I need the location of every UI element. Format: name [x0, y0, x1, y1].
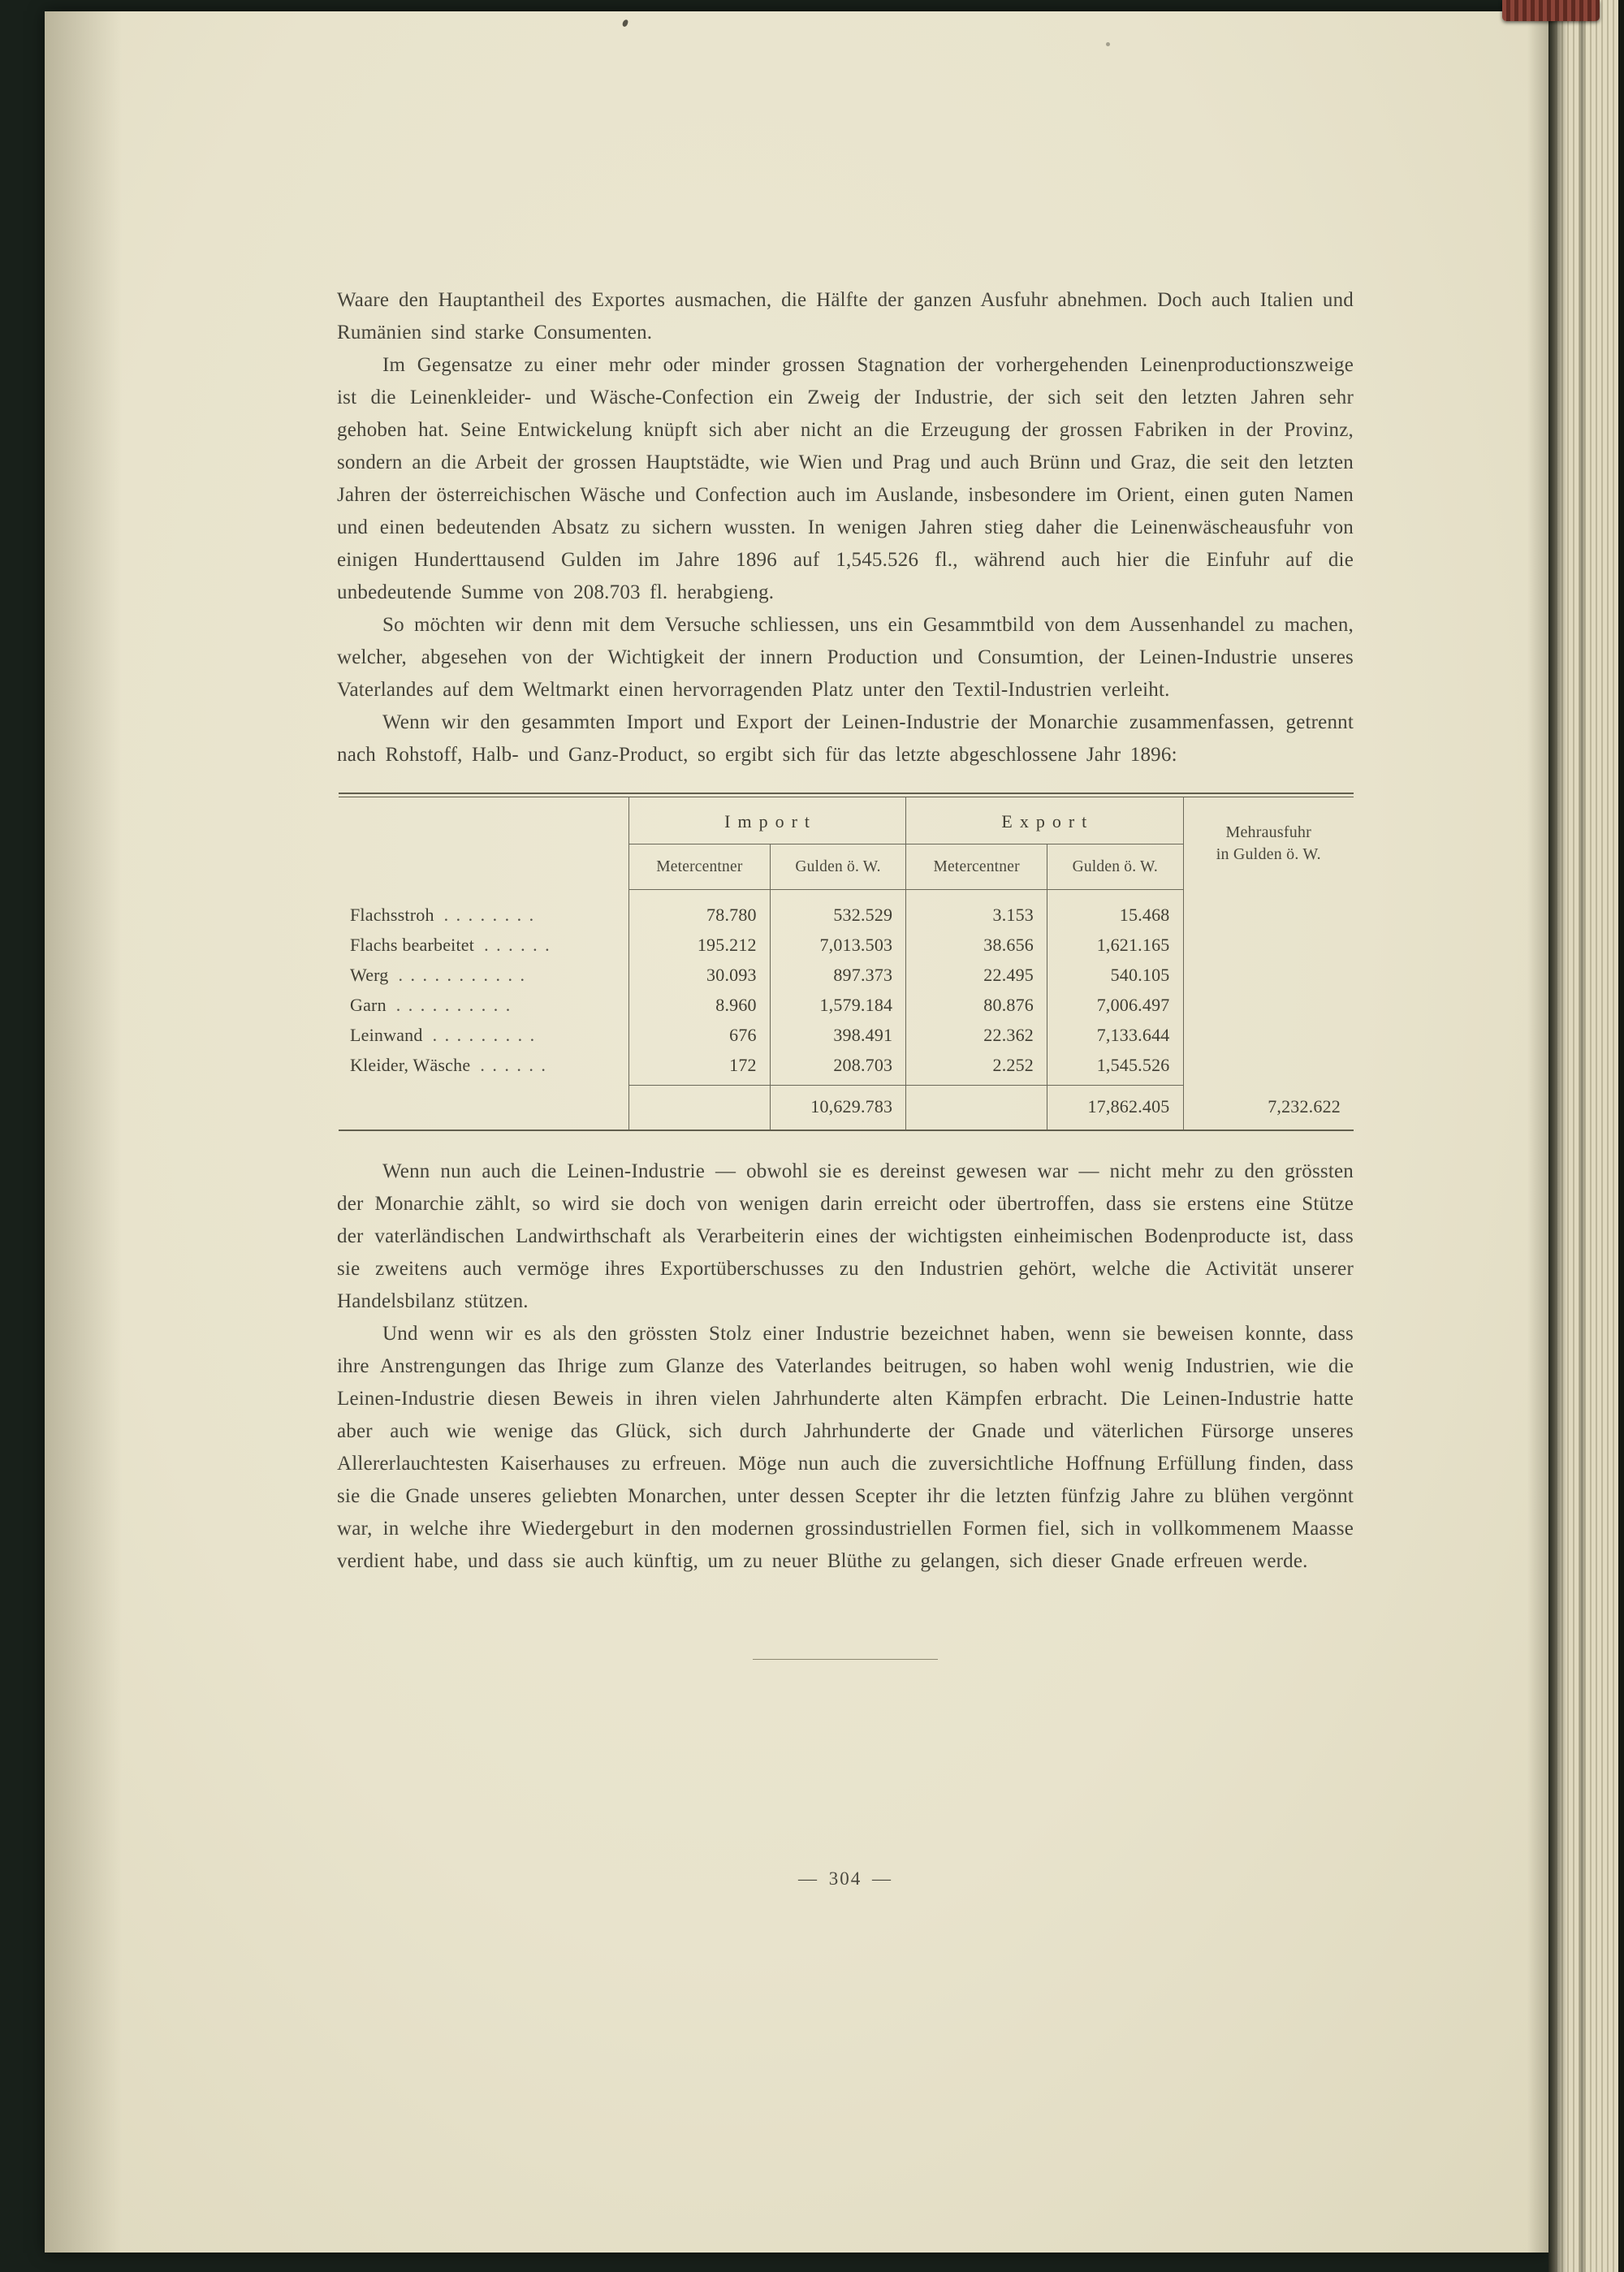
dot-leaders: . . . . . . . . . — [432, 1025, 537, 1045]
dot-leaders: . . . . . . — [480, 1055, 547, 1076]
totals-mehrausfuhr-cell: 7,232.622 — [1268, 1095, 1341, 1117]
table-row — [339, 890, 1354, 931]
export-metercentner-cell: 22.495 — [906, 960, 1047, 990]
totals-row — [339, 1086, 1354, 1131]
table-corner-cell — [339, 797, 629, 890]
totals-label-cell — [339, 1086, 629, 1131]
export-gulden-cell: 540.105 — [1047, 960, 1184, 990]
dot-leaders: . . . . . . — [484, 935, 551, 955]
import-metercentner-cell: 78.780 — [629, 890, 771, 931]
section-divider — [753, 1659, 938, 1660]
import-metercentner-cell: 195.212 — [629, 930, 771, 960]
text-column — [337, 284, 1354, 1895]
book-page — [45, 11, 1548, 2253]
book-fore-edge — [1557, 0, 1624, 2272]
trade-table-wrapper — [339, 793, 1354, 1131]
row-label: Werg — [350, 965, 389, 985]
paragraph: Und wenn wir es als den grössten Stolz einer Industrie bezeichnet haben, wenn sie beweisen konnte, dass ihre Anstrengungen das Ihrige zum Glanze des Vaterlandes beitrugen, so haben wohl wenig Industrien, wie die Leinen-Industrie diesen Beweis in ihren vielen Jahrhunderte alten Kämpfen erbracht. Die Leinen-Industrie hatte aber auch wie wenige das Glück, sich durch Jahrhunderte der Gnade und väterlichen Fürsorge unseres Allererlauchtesten Kaiserhauses zu erfreuen. Möge nun auch die zuversichtliche Hoffnung Erfüllung finden, dass sie die Gnade unseres geliebten Monarchen, unter dessen Scepter ihr die letzten fünfzig Jahre zu blühen vergönnt war, in welche ihre Wiedergeburt in den modernen grossindustriellen Formen fiel, sich in vollkommenem Maasse verdient habe, und dass sie auch künftig, um zu neuer Blüthe zu gelangen, sich dieser Gnade erfreuen werde. — [337, 1323, 1354, 1572]
row-label: Kleider, Wäsche — [350, 1055, 471, 1076]
mehrausfuhr-cell — [1183, 930, 1354, 960]
table-row — [339, 990, 1354, 1020]
page-edge-shadow — [1548, 0, 1557, 2272]
mehrausfuhr-cell — [1183, 1050, 1354, 1086]
totals-import-metercentner-cell — [629, 1086, 771, 1131]
dot-leaders: . . . . . . . . — [443, 904, 536, 925]
table-row — [339, 1020, 1354, 1050]
export-metercentner-cell: 2.252 — [906, 1050, 1047, 1086]
mehrausfuhr-cell — [1183, 990, 1354, 1020]
scan-speck — [1106, 42, 1110, 46]
export-gulden-header: Gulden ö. W. — [1047, 844, 1184, 890]
export-metercentner-cell: 22.362 — [906, 1020, 1047, 1050]
totals-export-metercentner-cell — [906, 1086, 1047, 1131]
table-row — [339, 960, 1354, 990]
paragraph: Im Gegensatze zu einer mehr oder minder grossen Stagnation der vorhergehenden Leinenproductionszweige ist die Leinenkleider- und Wäsche-Confection ein Zweig der Industrie, der sich seit den letzten Jahren sehr gehoben hat. Seine Entwickelung knüpft sich aber nicht an die Erzeugung der grossen Fabriken in der Provinz, sondern an die Arbeit der grossen Hauptstädte, wie Wien und Prag und auch Brünn und Graz, die seit den letzten Jahren der österreichischen Wäsche und Confection auch im Auslande, insbesondere im Orient, einen guten Namen und einen bedeutenden Absatz zu sichern wussten. In wenigen Jahren stieg daher die Leinenwäscheausfuhr von einigen Hunderttausend Gulden im Jahre 1896 auf 1,545.526 fl., während auch hier die Einfuhr auf die unbedeutende Summe von 208.703 fl. herabgieng. — [337, 354, 1354, 603]
trade-table — [339, 797, 1354, 1131]
export-metercentner-cell: 38.656 — [906, 930, 1047, 960]
import-gulden-header: Gulden ö. W. — [770, 844, 906, 890]
import-metercentner-header: Metercentner — [629, 844, 771, 890]
row-label-cell — [339, 930, 629, 960]
paragraph: Wenn nun auch die Leinen-Industrie — obwohl sie es dereinst gewesen war — nicht mehr zu den grössten der Monarchie zählt, so wird sie doch von wenigen darin erreicht oder übertroffen, dass sie erstens eine Stütze der vaterländischen Landwirthschaft als Verarbeiterin eines der wichtigsten einheimischen Bodenproducte ist, dass sie zweitens auch vermöge ihres Exportüberschusses zu den Industrien gehört, welche die Activität unserer Handelsbilanz stützen. — [337, 1160, 1354, 1312]
totals-import-gulden-cell: 10,629.783 — [770, 1086, 906, 1131]
import-gulden-cell: 1,579.184 — [770, 990, 906, 1020]
row-label: Flachs bearbeitet — [350, 935, 475, 955]
row-label-cell — [339, 990, 629, 1020]
table-row — [339, 1050, 1354, 1086]
import-gulden-cell: 208.703 — [770, 1050, 906, 1086]
export-metercentner-cell: 80.876 — [906, 990, 1047, 1020]
import-gulden-cell: 398.491 — [770, 1020, 906, 1050]
mehrausfuhr-header-line2: in Gulden ö. W. — [1216, 844, 1321, 863]
row-label-cell — [339, 1020, 629, 1050]
mehrausfuhr-cell — [1183, 1020, 1354, 1050]
mehrausfuhr-cell — [1183, 890, 1354, 931]
export-metercentner-header: Metercentner — [906, 844, 1047, 890]
dot-leaders: . . . . . . . . . . . — [398, 965, 526, 985]
import-gulden-cell: 7,013.503 — [770, 930, 906, 960]
import-gulden-cell: 532.529 — [770, 890, 906, 931]
import-group-header: Import — [629, 797, 906, 844]
page-number: — 304 — — [798, 1868, 892, 1889]
table-row — [339, 930, 1354, 960]
dot-leaders: . . . . . . . . . . — [395, 995, 512, 1015]
row-label: Flachsstroh — [350, 904, 434, 925]
import-metercentner-cell: 8.960 — [629, 990, 771, 1020]
mehrausfuhr-header-line1: Mehrausfuhr — [1225, 823, 1311, 841]
paragraph: Wenn wir den gesammten Import und Export der Leinen-Industrie der Monarchie zusammenfassen, getrennt nach Rohstoff, Halb- und Ganz-Product, so ergibt sich für das letzte abgeschlossene Jahr 1896: — [337, 711, 1354, 766]
import-gulden-cell: 897.373 — [770, 960, 906, 990]
export-gulden-cell: 7,006.497 — [1047, 990, 1184, 1020]
mehrausfuhr-cell — [1183, 960, 1354, 990]
paragraph: So möchten wir denn mit dem Versuche schliessen, uns ein Gesammtbild von dem Aussenhandel zu machen, welcher, abgesehen von der Wichtigkeit der innern Production und Consumtion, der Leinen-Industrie unseres Vaterlandes auf dem Weltmarkt einen hervorragenden Platz unter den Textil-Industrien verleiht. — [337, 614, 1354, 701]
export-group-header: Export — [906, 797, 1183, 844]
export-metercentner-cell: 3.153 — [906, 890, 1047, 931]
totals-export-gulden-cell: 17,862.405 — [1047, 1086, 1184, 1131]
table-group-header-row — [339, 797, 1354, 844]
row-label-cell — [339, 890, 629, 931]
paragraph: Waare den Hauptantheil des Exportes ausmachen, die Hälfte der ganzen Ausfuhr abnehmen. Doch auch Italien und Rumänien sind starke Consumenten. — [337, 289, 1354, 343]
mehrausfuhr-header — [1183, 797, 1354, 890]
export-gulden-cell: 1,621.165 — [1047, 930, 1184, 960]
row-label: Garn — [350, 995, 387, 1015]
export-gulden-cell: 1,545.526 — [1047, 1050, 1184, 1086]
import-metercentner-cell: 30.093 — [629, 960, 771, 990]
row-label: Leinwand — [350, 1025, 423, 1045]
row-label-cell — [339, 1050, 629, 1086]
export-gulden-cell: 7,133.644 — [1047, 1020, 1184, 1050]
book-headband — [1502, 0, 1600, 21]
row-label-cell — [339, 960, 629, 990]
export-gulden-cell: 15.468 — [1047, 890, 1184, 931]
import-metercentner-cell: 172 — [629, 1050, 771, 1086]
import-metercentner-cell: 676 — [629, 1020, 771, 1050]
